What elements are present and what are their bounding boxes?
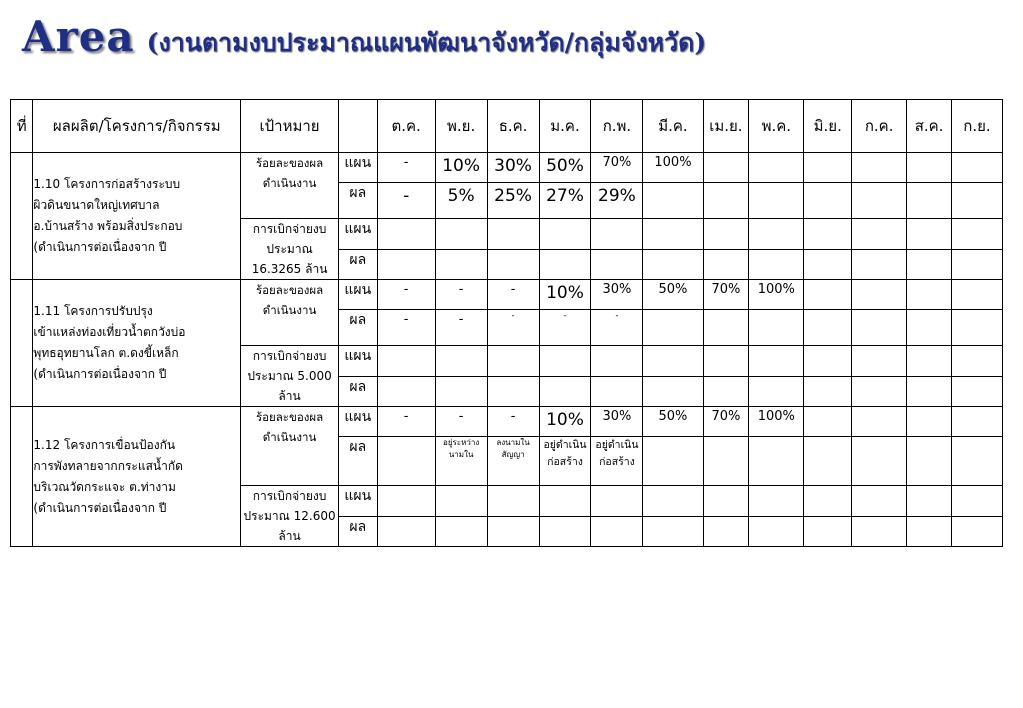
month-budget-cell (852, 376, 907, 407)
month-plan-cell: 30% (591, 407, 643, 437)
target-progress: ร้อยละของผลดำเนินงาน (241, 153, 339, 219)
month-result-cell: - (435, 310, 487, 346)
header-month: ต.ค. (377, 100, 435, 153)
month-budget-cell (703, 486, 749, 517)
result-label: ผล (338, 183, 377, 219)
month-plan-cell (804, 153, 852, 183)
month-budget-cell (539, 249, 591, 280)
plan-label: แผน (338, 280, 377, 310)
month-result-cell: - (487, 310, 539, 346)
month-result-cell (643, 183, 703, 219)
month-budget-cell (591, 486, 643, 517)
month-budget-cell (852, 486, 907, 517)
month-budget-cell (377, 219, 435, 250)
month-budget-cell (804, 486, 852, 517)
month-budget-cell (951, 249, 1002, 280)
month-plan-cell (804, 280, 852, 310)
month-budget-cell (852, 219, 907, 250)
month-result-cell: ลงนามในสัญญา (487, 437, 539, 486)
project-number-cell (11, 280, 33, 407)
month-result-cell (907, 437, 952, 486)
month-budget-cell (951, 346, 1002, 377)
month-budget-cell (591, 376, 643, 407)
header-month: เม.ย. (703, 100, 749, 153)
month-result-cell: 27% (539, 183, 591, 219)
month-budget-cell (749, 516, 804, 547)
month-plan-cell: 10% (435, 153, 487, 183)
month-plan-cell: 50% (539, 153, 591, 183)
month-budget-cell (435, 486, 487, 517)
table-row (11, 407, 1003, 437)
plan-label: แผน (338, 486, 377, 517)
month-budget-cell (804, 249, 852, 280)
month-plan-cell (951, 280, 1002, 310)
month-result-cell (749, 183, 804, 219)
header-month: มิ.ย. (804, 100, 852, 153)
month-budget-cell (377, 486, 435, 517)
month-result-cell (907, 310, 952, 346)
month-result-cell (377, 437, 435, 486)
header-month: ส.ค. (907, 100, 952, 153)
header-month: พ.ค. (749, 100, 804, 153)
header-month: ม.ค. (539, 100, 591, 153)
project-name-cell (33, 153, 241, 280)
month-budget-cell (907, 376, 952, 407)
month-result-cell: อยู่ดำเนินก่อสร้าง (591, 437, 643, 486)
month-budget-cell (749, 249, 804, 280)
month-budget-cell (643, 249, 703, 280)
month-result-cell: อยู่ระหว่างนามใน (435, 437, 487, 486)
project-number-cell (11, 153, 33, 280)
month-budget-cell (435, 346, 487, 377)
plan-table (10, 99, 1003, 547)
project-number-cell (11, 407, 33, 547)
month-plan-cell: - (377, 407, 435, 437)
month-plan-cell: - (435, 407, 487, 437)
month-budget-cell (907, 219, 952, 250)
month-plan-cell (852, 280, 907, 310)
month-plan-cell: 100% (749, 280, 804, 310)
month-budget-cell (643, 346, 703, 377)
result-label: ผล (338, 310, 377, 346)
target-budget: การเบิกจ่ายงบประมาณ 12.600 ล้าน (241, 486, 339, 547)
month-budget-cell (703, 219, 749, 250)
target-progress: ร้อยละของผลดำเนินงาน (241, 280, 339, 346)
project-name-line: เข้าแหล่งท่องเที่ยวน้ำตกวังบ่อ (33, 325, 186, 339)
plan-label: แผน (338, 346, 377, 377)
month-result-cell (643, 310, 703, 346)
month-plan-cell (951, 407, 1002, 437)
month-plan-cell: 30% (591, 280, 643, 310)
month-result-cell (852, 183, 907, 219)
month-result-cell: - (377, 310, 435, 346)
month-budget-cell (643, 219, 703, 250)
target-budget: การเบิกจ่ายงบประมาณ 5.000 ล้าน (241, 346, 339, 407)
project-name-line: (ดำเนินการต่อเนื่องจาก ปี (33, 500, 167, 515)
month-budget-cell (377, 346, 435, 377)
project-name-line: บริเวณวัดกระแจะ ต.ท่างาม (33, 479, 176, 494)
month-budget-cell (703, 376, 749, 407)
plan-label: แผน (338, 407, 377, 437)
header-row (11, 100, 1003, 153)
month-result-cell (804, 183, 852, 219)
month-budget-cell (951, 516, 1002, 547)
month-result-cell (852, 437, 907, 486)
month-budget-cell (539, 346, 591, 377)
month-result-cell (951, 310, 1002, 346)
project-name-cell (33, 407, 241, 547)
month-budget-cell (487, 516, 539, 547)
header-month: มี.ค. (643, 100, 703, 153)
month-budget-cell (749, 376, 804, 407)
month-budget-cell (703, 516, 749, 547)
project-name-cell (33, 280, 241, 407)
month-budget-cell (852, 249, 907, 280)
month-budget-cell (643, 516, 703, 547)
month-result-cell (804, 437, 852, 486)
month-result-cell: 29% (591, 183, 643, 219)
month-budget-cell (749, 486, 804, 517)
month-budget-cell (539, 486, 591, 517)
project-name-line: 1.12 โครงการเขื่อนป้องกัน (33, 437, 176, 452)
month-budget-cell (487, 376, 539, 407)
month-result-cell (703, 310, 749, 346)
project-name-line: 1.11 โครงการปรับปรุง (33, 304, 153, 318)
month-plan-cell: - (377, 280, 435, 310)
month-budget-cell (804, 219, 852, 250)
month-budget-cell (907, 486, 952, 517)
month-plan-cell: 10% (539, 280, 591, 310)
month-budget-cell (804, 346, 852, 377)
month-budget-cell (377, 249, 435, 280)
month-plan-cell (852, 407, 907, 437)
month-budget-cell (951, 376, 1002, 407)
month-budget-cell (951, 219, 1002, 250)
month-plan-cell: - (435, 280, 487, 310)
month-budget-cell (951, 486, 1002, 517)
month-budget-cell (487, 249, 539, 280)
plan-label: แผน (338, 219, 377, 250)
target-budget: การเบิกจ่ายงบประมาณ 16.3265 ล้าน (241, 219, 339, 280)
result-label: ผล (338, 376, 377, 407)
month-budget-cell (703, 249, 749, 280)
month-budget-cell (852, 516, 907, 547)
month-budget-cell (377, 516, 435, 547)
month-result-cell (703, 437, 749, 486)
project-name-line: ผิวดินขนาดใหญ่เทศบาล (33, 198, 160, 212)
plan-label: แผน (338, 153, 377, 183)
month-budget-cell (749, 219, 804, 250)
header-month: พ.ย. (435, 100, 487, 153)
month-plan-cell (907, 280, 952, 310)
month-plan-cell: 10% (539, 407, 591, 437)
project-name-line: 1.10 โครงการก่อสร้างระบบ (33, 177, 181, 191)
month-budget-cell (852, 346, 907, 377)
month-plan-cell: 50% (643, 407, 703, 437)
month-budget-cell (804, 516, 852, 547)
result-label: ผล (338, 516, 377, 547)
project-name-line: พุทธอุทยานโลก ต.ดงขี้เหล็ก (33, 346, 179, 360)
month-result-cell (749, 310, 804, 346)
month-budget-cell (591, 219, 643, 250)
result-label: ผล (338, 437, 377, 486)
target-progress: ร้อยละของผลดำเนินงาน (241, 407, 339, 486)
month-result-cell (852, 310, 907, 346)
project-name-line: อ.บ้านสร้าง พร้อมสิ่งประกอบ (33, 219, 183, 233)
month-budget-cell (539, 516, 591, 547)
month-plan-cell: 30% (487, 153, 539, 183)
header-target: เป้าหมาย (241, 100, 339, 153)
month-budget-cell (907, 516, 952, 547)
month-budget-cell (591, 249, 643, 280)
month-budget-cell (591, 346, 643, 377)
month-budget-cell (804, 376, 852, 407)
header-no: ที่ (11, 100, 33, 153)
table-row (11, 280, 1003, 310)
project-name-line: (ดำเนินการต่อเนื่องจาก ปี (33, 240, 167, 254)
month-plan-cell: 50% (643, 280, 703, 310)
month-result-cell (643, 437, 703, 486)
month-budget-cell (643, 486, 703, 517)
month-budget-cell (539, 219, 591, 250)
month-result-cell (703, 183, 749, 219)
month-plan-cell (703, 153, 749, 183)
month-plan-cell (852, 153, 907, 183)
project-name-line: (ดำเนินการต่อเนื่องจาก ปี (33, 367, 167, 381)
header-month: ก.ค. (852, 100, 907, 153)
month-plan-cell (749, 153, 804, 183)
month-plan-cell (804, 407, 852, 437)
month-plan-cell: - (487, 280, 539, 310)
month-budget-cell (487, 486, 539, 517)
month-budget-cell (435, 516, 487, 547)
month-budget-cell (435, 376, 487, 407)
month-budget-cell (907, 249, 952, 280)
month-budget-cell (487, 219, 539, 250)
month-budget-cell (591, 516, 643, 547)
header-month: ก.ย. (951, 100, 1002, 153)
month-budget-cell (435, 249, 487, 280)
month-budget-cell (703, 346, 749, 377)
month-budget-cell (643, 376, 703, 407)
month-plan-cell: 70% (591, 153, 643, 183)
page-title (22, 12, 706, 72)
header-month: ธ.ค. (487, 100, 539, 153)
month-result-cell: 5% (435, 183, 487, 219)
month-plan-cell: 70% (703, 407, 749, 437)
result-label: ผล (338, 249, 377, 280)
month-plan-cell: 100% (749, 407, 804, 437)
table-row (11, 153, 1003, 183)
month-result-cell (951, 183, 1002, 219)
title-main: Area (22, 12, 135, 61)
month-plan-cell (951, 153, 1002, 183)
month-result-cell: อยู่ดำเนินก่อสร้าง (539, 437, 591, 486)
month-result-cell: - (377, 183, 435, 219)
month-plan-cell: - (487, 407, 539, 437)
header-project: ผลผลิต/โครงการ/กิจกรรม (33, 100, 241, 153)
project-name-line: การพังทลายจากกระแสน้ำกัด (33, 458, 183, 473)
month-plan-cell (907, 153, 952, 183)
month-result-cell (749, 437, 804, 486)
month-plan-cell (907, 407, 952, 437)
header-type (338, 100, 377, 153)
month-budget-cell (749, 346, 804, 377)
month-budget-cell (539, 376, 591, 407)
title-subtitle: (งานตามงบประมาณแผนพัฒนาจังหวัด/กลุ่มจังหวัด) (146, 28, 707, 57)
month-budget-cell (907, 346, 952, 377)
month-result-cell: - (539, 310, 591, 346)
month-result-cell (804, 310, 852, 346)
month-budget-cell (487, 346, 539, 377)
month-result-cell: - (591, 310, 643, 346)
month-plan-cell: 70% (703, 280, 749, 310)
month-result-cell (951, 437, 1002, 486)
header-month: ก.พ. (591, 100, 643, 153)
month-result-cell (907, 183, 952, 219)
month-budget-cell (377, 376, 435, 407)
month-plan-cell: 100% (643, 153, 703, 183)
month-budget-cell (435, 219, 487, 250)
month-result-cell: 25% (487, 183, 539, 219)
month-plan-cell: - (377, 153, 435, 183)
